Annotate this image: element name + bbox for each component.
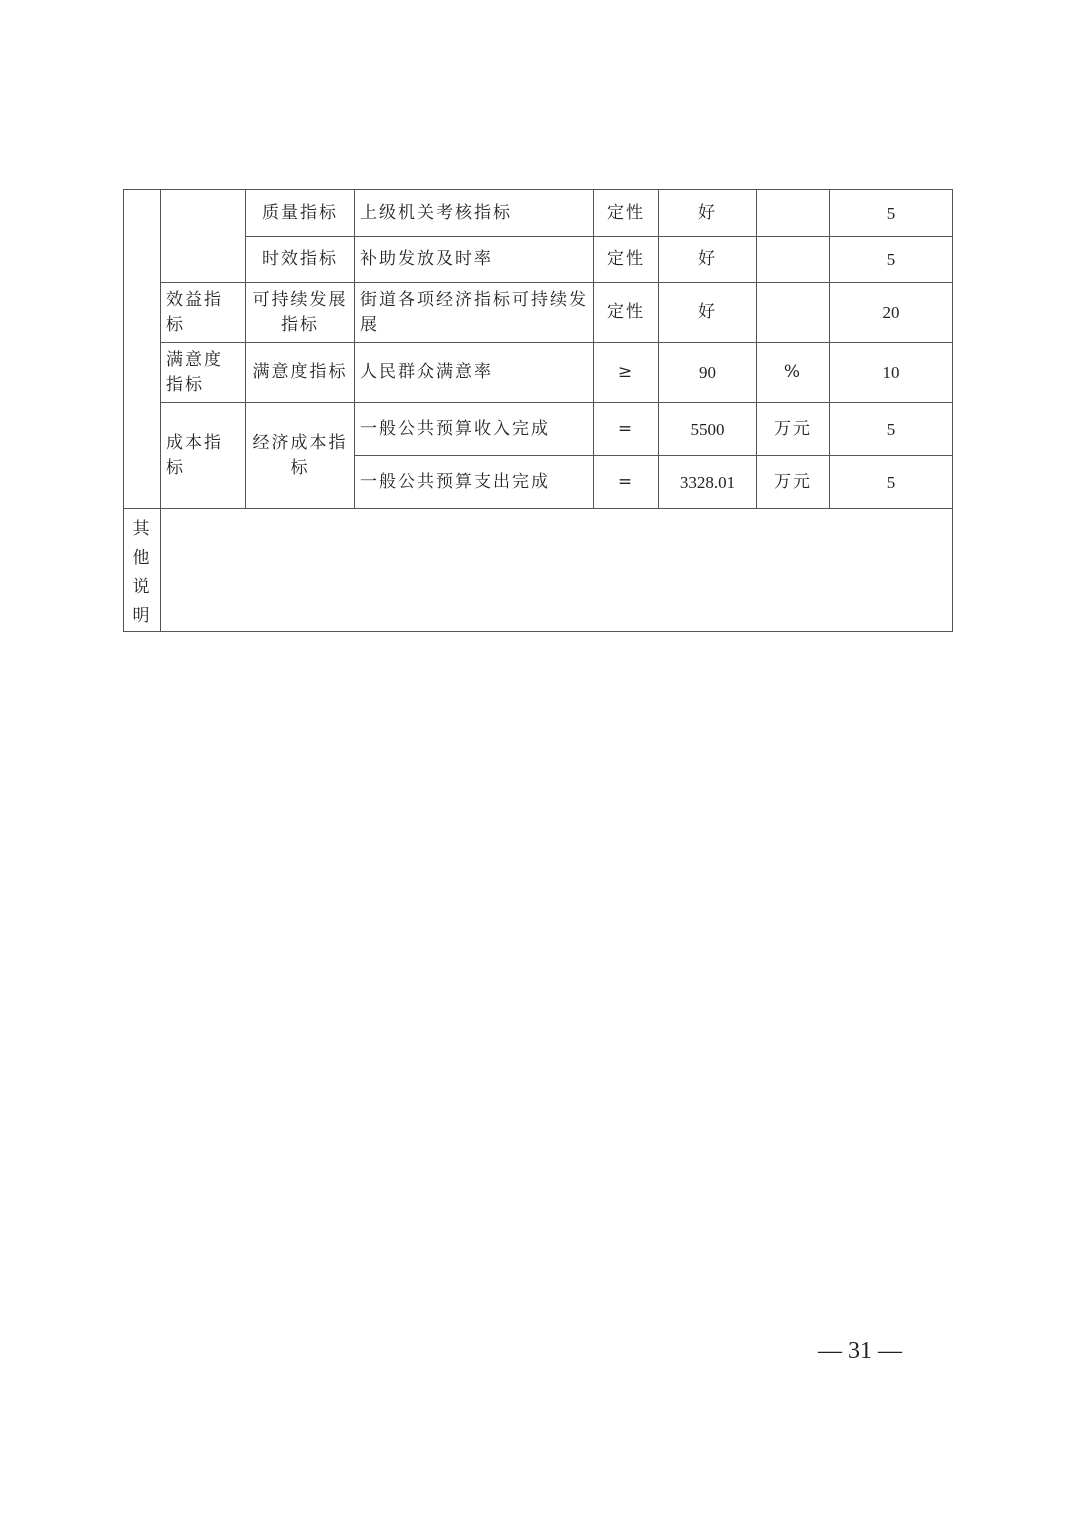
nature-cell: = (594, 456, 659, 509)
indicator-cell: 一般公共预算收入完成 (355, 403, 594, 456)
score-cell: 5 (830, 403, 953, 456)
level2-cell: 成本指标 (161, 403, 246, 509)
unit-cell (757, 237, 830, 283)
score-cell: 5 (830, 456, 953, 509)
table-row-satisfaction (124, 343, 953, 403)
score-cell: 10 (830, 343, 953, 403)
other-notes-label (124, 509, 161, 632)
nature-cell: 定性 (594, 190, 659, 237)
value-cell: 好 (659, 237, 757, 283)
table-row-benefit (124, 283, 953, 343)
indicator-cell: 人民群众满意率 (355, 343, 594, 403)
other-notes-char: 他 (132, 548, 152, 568)
level3-cell: 质量指标 (246, 190, 355, 237)
other-notes-char: 说 (132, 577, 152, 597)
level3-cell: 经济成本指标 (246, 403, 355, 509)
unit-cell (757, 190, 830, 237)
indicator-cell: 上级机关考核指标 (355, 190, 594, 237)
value-cell: 3328.01 (659, 456, 757, 509)
value-cell: 90 (659, 343, 757, 403)
indicator-cell: 街道各项经济指标可持续发展 (355, 283, 594, 343)
level3-cell: 满意度指标 (246, 343, 355, 403)
value-cell: 好 (659, 283, 757, 343)
level1-blank-cell (124, 190, 161, 509)
other-notes-char: 明 (132, 606, 152, 626)
level3-cell: 时效指标 (246, 237, 355, 283)
unit-cell (757, 283, 830, 343)
table-row-timeliness (124, 237, 953, 283)
value-cell: 好 (659, 190, 757, 237)
other-notes-char: 其 (132, 519, 152, 539)
nature-cell: 定性 (594, 237, 659, 283)
performance-indicator-table (123, 189, 953, 632)
level2-blank-cell (161, 190, 246, 283)
value-cell: 5500 (659, 403, 757, 456)
page-number: — 31 — (818, 1338, 902, 1364)
nature-cell: 定性 (594, 283, 659, 343)
unit-cell: % (757, 343, 830, 403)
table-row-cost-income (124, 403, 953, 456)
level3-cell: 可持续发展指标 (246, 283, 355, 343)
score-cell: 20 (830, 283, 953, 343)
unit-cell: 万元 (757, 456, 830, 509)
table-row-quality (124, 190, 953, 237)
score-cell: 5 (830, 190, 953, 237)
level2-cell: 效益指标 (161, 283, 246, 343)
level2-cell: 满意度指标 (161, 343, 246, 403)
score-cell: 5 (830, 237, 953, 283)
other-notes-content (161, 509, 953, 632)
unit-cell: 万元 (757, 403, 830, 456)
table-row-other-notes (124, 509, 953, 632)
nature-cell: = (594, 403, 659, 456)
indicator-cell: 补助发放及时率 (355, 237, 594, 283)
indicator-cell: 一般公共预算支出完成 (355, 456, 594, 509)
nature-cell: ≥ (594, 343, 659, 403)
